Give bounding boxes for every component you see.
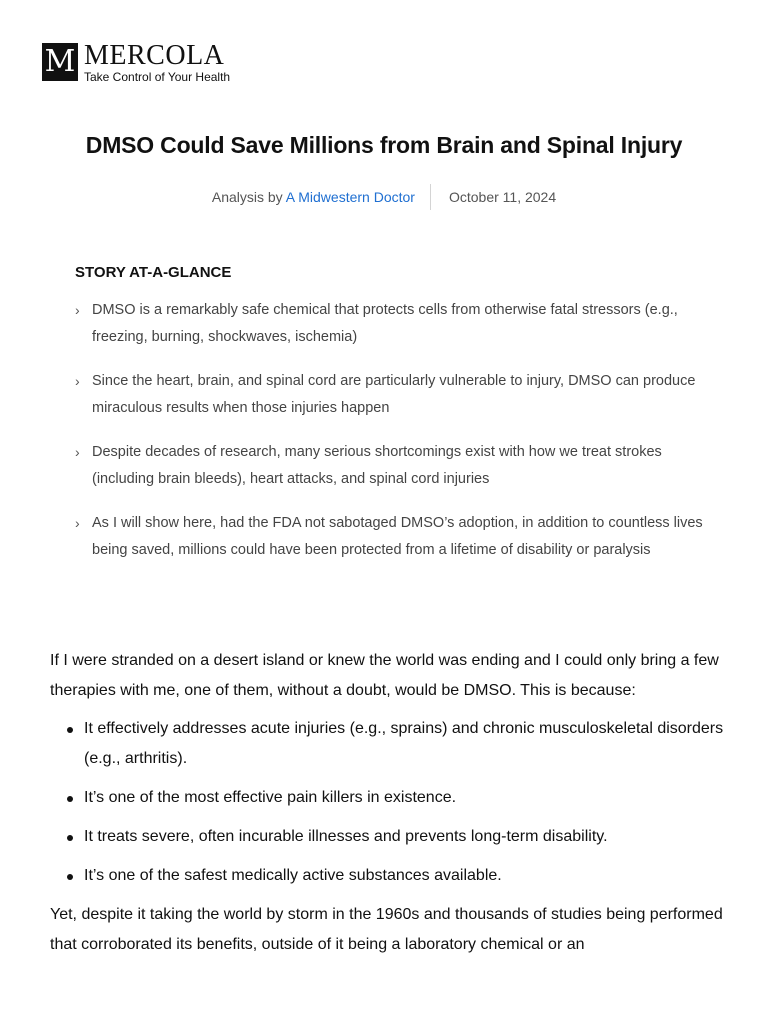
- author-link[interactable]: A Midwestern Doctor: [285, 189, 415, 205]
- logo-text: [84, 40, 231, 84]
- logo-brand: MERCOLA: [84, 40, 225, 71]
- byline-prefix: Analysis by: [211, 189, 283, 205]
- benefits-list: [50, 714, 730, 891]
- bullet-icon: [67, 727, 73, 733]
- continuation-paragraph: Yet, despite it taking the world by storm in the 1960s and thousands of studies being performed that corroborated its benefits, outside of it being a laboratory chemical or an: [50, 906, 723, 953]
- glance-item-text: Since the heart, brain, and spinal cord are particularly vulnerable to injury, DMSO can produce miraculous results when those injuries happen: [92, 373, 696, 416]
- glance-item: [75, 368, 715, 421]
- chevron-right-icon: ›: [75, 515, 80, 531]
- list-item: [50, 822, 730, 852]
- byline: [0, 184, 768, 210]
- list-item: [50, 783, 730, 813]
- bullet-icon: [67, 796, 73, 802]
- article-body: [50, 646, 730, 960]
- byline-author: [212, 189, 430, 205]
- publish-date: October 11, 2024: [448, 189, 557, 205]
- bullet-icon: [67, 874, 73, 880]
- glance-item: [75, 439, 715, 492]
- list-item-text: It effectively addresses acute injuries (e.g., sprains) and chronic musculoskeletal disorders (e.g., arthritis).: [84, 720, 724, 767]
- glance-item-text: As I will show here, had the FDA not sabotaged DMSO’s adoption, in addition to countless lives being saved, millions could have been protected from a lifetime of disability or paralysis: [92, 515, 703, 558]
- glance-item-text: Despite decades of research, many serious shortcomings exist with how we treat strokes (including brain bleeds), heart attacks, and spinal cord injuries: [92, 444, 662, 487]
- glance-list: [75, 297, 715, 563]
- list-item-text: It’s one of the safest medically active substances available.: [84, 867, 502, 884]
- glance-item-text: DMSO is a remarkably safe chemical that protects cells from otherwise fatal stressors (e.g., freezing, burning, shockwaves, ischemia): [92, 302, 678, 345]
- list-item: [50, 861, 730, 891]
- glance-item: [75, 510, 715, 563]
- bullet-icon: [67, 835, 73, 841]
- list-item-text: It’s one of the most effective pain killers in existence.: [84, 789, 457, 806]
- article-title: DMSO Could Save Millions from Brain and Spinal Injury: [85, 132, 683, 158]
- logo-mark: M: [42, 43, 78, 81]
- site-logo[interactable]: [42, 40, 231, 84]
- chevron-right-icon: ›: [75, 302, 80, 318]
- story-at-a-glance: [75, 264, 715, 581]
- list-item-text: It treats severe, often incurable illnesses and prevents long-term disability.: [84, 828, 608, 845]
- chevron-right-icon: ›: [75, 373, 80, 389]
- chevron-right-icon: ›: [75, 444, 80, 460]
- list-item: [50, 714, 730, 774]
- glance-item: [75, 297, 715, 350]
- logo-tagline: Take Control of Your Health: [84, 70, 231, 84]
- glance-heading: STORY AT-A-GLANCE: [75, 264, 232, 281]
- intro-paragraph: If I were stranded on a desert island or knew the world was ending and I could only bring a few therapies with me, one of them, without a doubt, would be DMSO. This is because:: [50, 652, 719, 699]
